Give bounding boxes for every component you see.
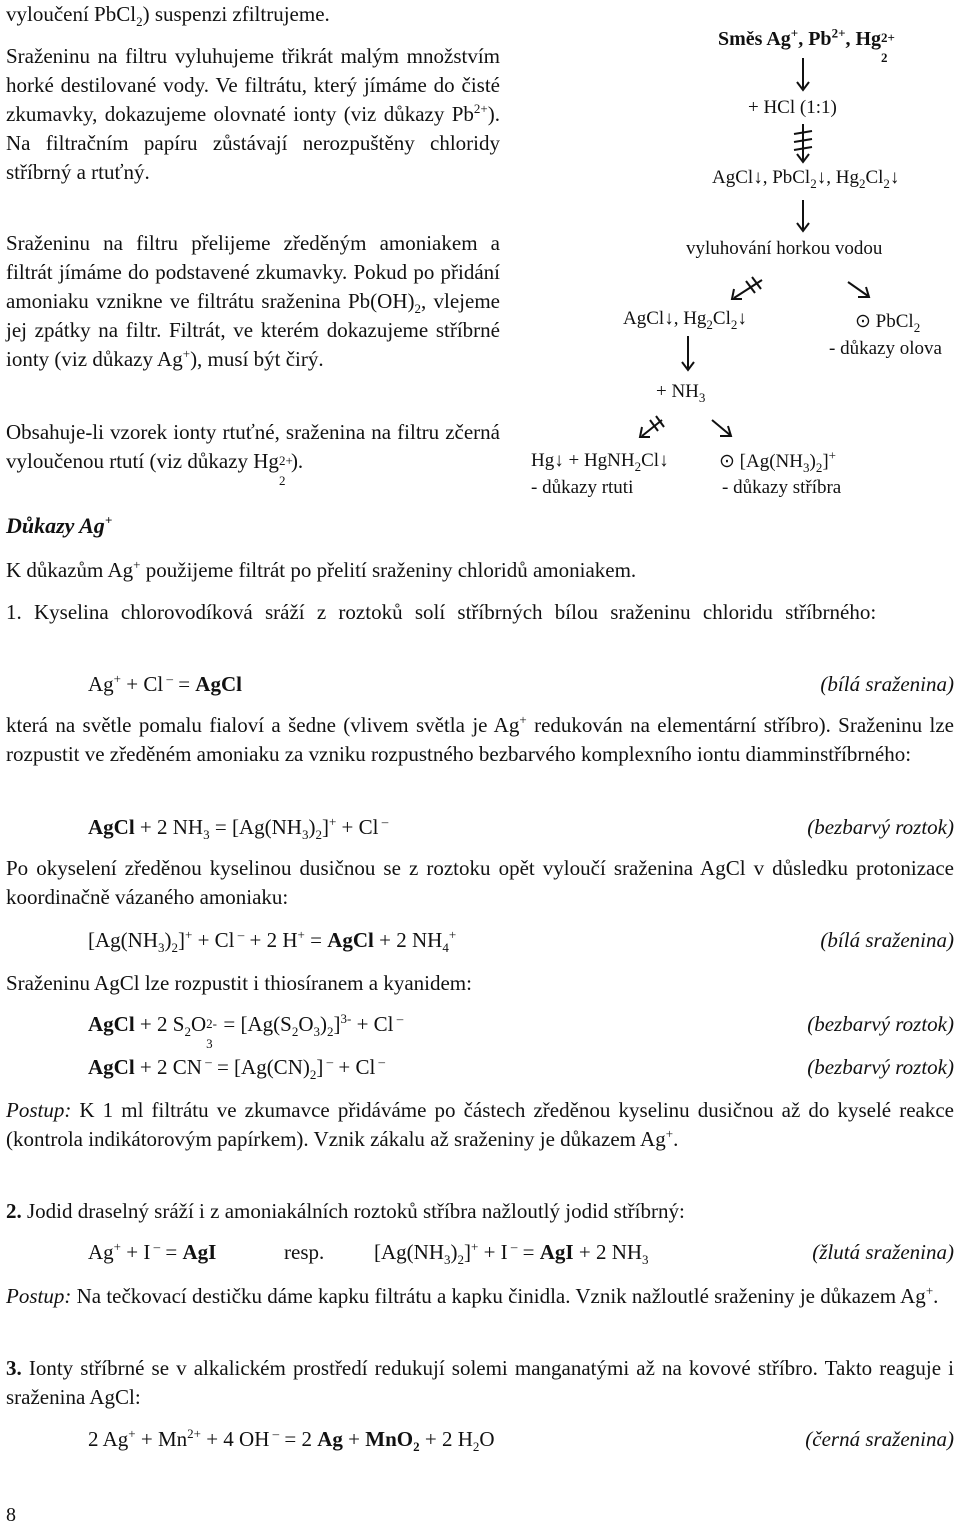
diagram-proof-ag: - důkazy stříbra [722,477,842,498]
equation-5-note: (bezbarvý roztok) [807,1055,954,1079]
paragraph-leaching-text: Sraženinu na filtru vyluhujeme třikrát malým množstvím horké destilované vody. Ve filtrátu, který jímáme do čisté zkumavky, dokazujeme olovnaté ionty (viz důkazy Pb [6,44,500,126]
section-1-p3: Po okyselení zředěnou kyselinou dusičnou se z roztoku opět vyloučí sraženina AgCl v důsledku protonizace koordinačně vázaného amoniaku: [6,856,954,909]
equation-2-note: (bezbarvý roztok) [807,815,954,839]
diagram-proof-hg: - důkazy rtuti [531,477,634,498]
equation-1-note: (bílá sraženina) [820,672,954,696]
paragraph-mercury-text: Obsahuje-li vzorek ionty rtuťné, sraženina na filtru zčerná vyloučenou rtutí (viz důkazy Hg [6,420,500,473]
equation-3-note: (bílá sraženina) [820,928,954,952]
postup-2: Postup: Na tečkovací destičku dáme kapku filtrátu a kapku činidla. Vznik nažloutlé sraženiny je důkazem Ag+. [6,1283,939,1308]
postup-1: Postup: K 1 ml filtrátu ve zkumavce přidáváme po částech zředěnou kyselinu dusičnou až do kyselé reakce (kontrola indikátorovým papírkem). Vznik zákalu až sraženiny je důkazem Ag+. [6,1098,954,1151]
diagram-ag-complex: ⊙ $[Ag(NH_3)_2]^+$ [719,447,836,475]
equation-6: Ag+ + I – = AgI [88,1239,217,1264]
diagram-add-hcl: + HCl (1:1) [748,97,837,118]
paragraph-ammonia-text: Sraženinu na filtru přelijeme zředěným amoniakem a filtrát jímáme do podstavené zkumavky. Pokud po přidání amoniaku vznikne ve filtrátu sraženina Pb(OH) [6,231,500,313]
diagram-proof-pb: - důkazy olova [829,338,942,359]
equation-4: AgCl + 2 $S_2O$ 2- 3 = $[Ag(S_2O_3)_2]^{3-} + Cl$ – [88,1011,404,1051]
equation-2: AgCl + 2 $NH_3 = [Ag(NH_3)_2]^+ + Cl$ – [88,814,389,843]
equation-4-note: (bezbarvý roztok) [807,1012,954,1036]
equation-3: $[Ag(NH_3)_2]^+ + Cl$ – + 2 H+ = AgCl + 2 $NH_4^+$ [88,927,457,956]
equation-1: Ag+ + Cl – = AgCl [88,671,242,696]
intro-continuation: vyloučení PbCl$_2$) suspenzi zfiltrujeme. [6,2,330,30]
diagram-arrows [0,0,960,520]
paragraph-mercury-text-end: ). [290,449,304,473]
diagram-mix: Směs Ag+, $Pb^{2+}$, Hg 2+ 2 [718,25,895,65]
paragraph-ammonia: Sraženinu na filtru přelijeme zředěným amoniakem a filtrát jímáme do podstavené zkumavky. Pokud po přidání amoniaku vznikne ve filtrátu sraženina $Pb(OH)_2$, vlejeme jej zpátky na filtr. Filtrát, ve kterém dokazujeme stříbrné ionty (viz důkazy Ag+), musí být čirý. [6,231,500,371]
intro-text-tail: ) suspenzi zfiltrujeme. [142,2,330,26]
equation-7-note: (černá sraženina) [805,1427,954,1451]
equation-6-resp: resp. [284,1240,325,1264]
paragraph-leaching-text-end: ). Na filtračním papíru zůstávají nerozpuštěny chloridy stříbrný a rtuťný. [6,102,500,184]
paragraph-leaching: Sraženinu na filtru vyluhujeme třikrát malým množstvím horké destilované vody. Ve filtrátu, který jímáme do čisté zkumavky, dokazujeme olovnaté ionty (viz důkazy $Pb^{2+}$). Na filtračním papíru zůstávají nerozpuštěny chloridy stříbrný a rtuťný. [6,44,500,184]
equation-6-note: (žlutá sraženina) [812,1240,954,1264]
paragraph-ammonia-text-end: ), musí být čirý. [190,347,324,371]
page-number: 8 [6,1504,16,1526]
diagram-precipitate: AgCl↓, PbCl$_2$↓, $Hg_2Cl_2↓$ [712,167,900,191]
intro-text: vyloučení PbCl [6,2,137,26]
equation-5: AgCl + 2 CN $^- = [Ag(CN)_2] ^- + Cl$ – [88,1054,386,1083]
section-1-p4: Sraženinu AgCl lze rozpustit i thiosíranem a kyanidem: [6,971,472,995]
paragraph-ammonia-text-mid: , vlejeme jej zpátky na filtr. Filtrát, ve kterém dokazujeme stříbrné ionty (viz důkazy Ag [6,289,500,371]
diagram-left-residue: AgCl↓, $Hg_2Cl_2↓$ [623,308,747,332]
section-3-text: 3. Ionty stříbrné se v alkalickém prostředí redukují solemi manganatými až na kovové stříbro. Takto reaguje i sraženina AgCl: [6,1356,954,1409]
intro-line: K důkazům Ag+ použijeme filtrát po přelití sraženiny chloridů amoniakem. [6,557,637,582]
equation-6b: $[Ag(NH_3)_2]^+ + I$ – = AgI + 2 $NH_3$ [374,1239,649,1268]
paragraph-mercury: Obsahuje-li vzorek ionty rtuťné, sraženina na filtru zčerná vyloučenou rtutí (viz důkazy Hg 2+ 2 ). [6,420,500,488]
section-1-text: 1. Kyselina chlorovodíková sráží z roztoků solí stříbrných bílou sraženinu chloridu stříbrného: [6,600,877,624]
section-2-text: 2. Jodid draselný sráží i z amoniakálních roztoků stříbra nažloutlý jodid stříbrný: [6,1199,685,1223]
section-heading: Důkazy Ag+ [6,512,113,538]
diagram-leach: vyluhování horkou vodou [686,238,883,259]
diagram-add-nh3: + $NH_3$ [656,381,706,405]
section-1-p2: která na světle pomalu fialoví a šedne (vlivem světla je Ag+ redukován na elementární stříbro). Sraženinu lze rozpustit ve zředěném amoniaku za vzniku rozpustného bezbarvého komplexního iontu diamminstříbrného: [6,712,954,766]
diagram-pbcl2: ⊙ PbCl$_2$ [855,311,921,335]
equation-7: 2 $Ag^+ + Mn^{2+} + 4$ OH – = 2 Ag + MnO$_2$ + 2 $H_2O$ [88,1426,495,1455]
diagram-hg-residue: Hg↓ + HgNH$_2$Cl↓ [531,450,669,474]
